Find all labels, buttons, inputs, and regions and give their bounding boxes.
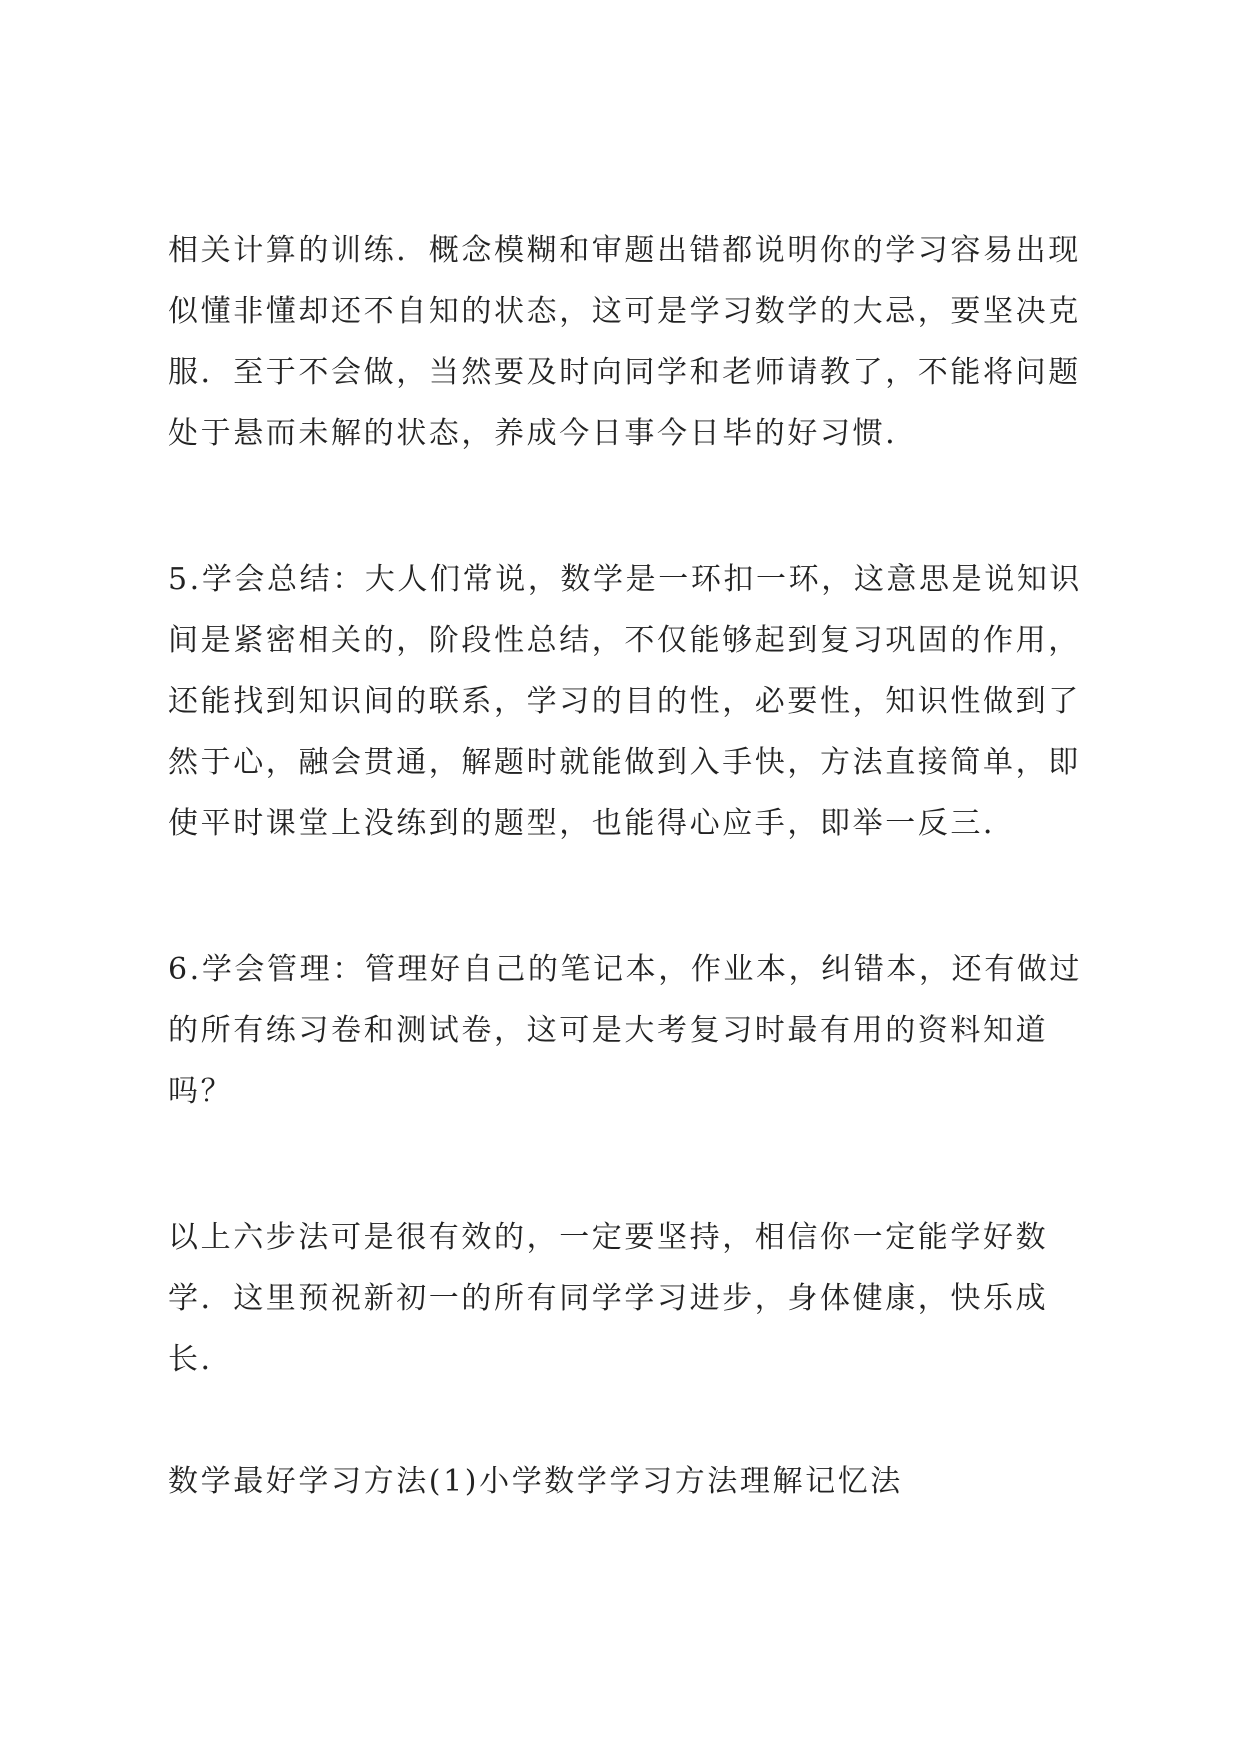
paragraph-3-line-3: 吗？ <box>168 1074 234 1109</box>
paragraph-4-line-3: 长． <box>168 1342 234 1377</box>
paragraph-2-line-5: 使平时课堂上没练到的题型，也能得心应手，即举一反三． <box>168 806 1016 841</box>
paragraph-2-line-3: 还能找到知识间的联系，学习的目的性，必要性，知识性做到了 <box>168 684 1081 719</box>
paragraph-3-line-2: 的所有练习卷和测试卷，这可是大考复习时最有用的资料知道 <box>168 1013 1049 1048</box>
paragraph-4-line-2: 学．这里预祝新初一的所有同学学习进步，身体健康，快乐成 <box>168 1281 1049 1316</box>
paragraph-1-line-1: 相关计算的训练．概念模糊和审题出错都说明你的学习容易出现 <box>168 233 1081 268</box>
paragraph-2-line-2: 间是紧密相关的，阶段性总结，不仅能够起到复习巩固的作用， <box>168 623 1081 658</box>
paragraph-1-line-3: 服．至于不会做，当然要及时向同学和老师请教了，不能将问题 <box>168 355 1081 390</box>
paragraph-2-line-1: 5.学会总结：大人们常说，数学是一环扣一环，这意思是说知识 <box>168 562 1083 597</box>
paragraph-1-line-2: 似懂非懂却还不自知的状态，这可是学习数学的大忌，要坚决克 <box>168 294 1081 329</box>
paragraph-1-line-4: 处于悬而未解的状态，养成今日事今日毕的好习惯． <box>168 416 918 451</box>
paragraph-2-line-4: 然于心，融会贯通，解题时就能做到入手快，方法直接简单，即 <box>168 745 1081 780</box>
section-heading: 数学最好学习方法(1)小学数学学习方法理解记忆法 <box>168 1464 903 1499</box>
paragraph-4-line-1: 以上六步法可是很有效的，一定要坚持，相信你一定能学好数 <box>168 1220 1049 1255</box>
paragraph-3-line-1: 6.学会管理：管理好自己的笔记本，作业本，纠错本，还有做过 <box>168 952 1083 987</box>
